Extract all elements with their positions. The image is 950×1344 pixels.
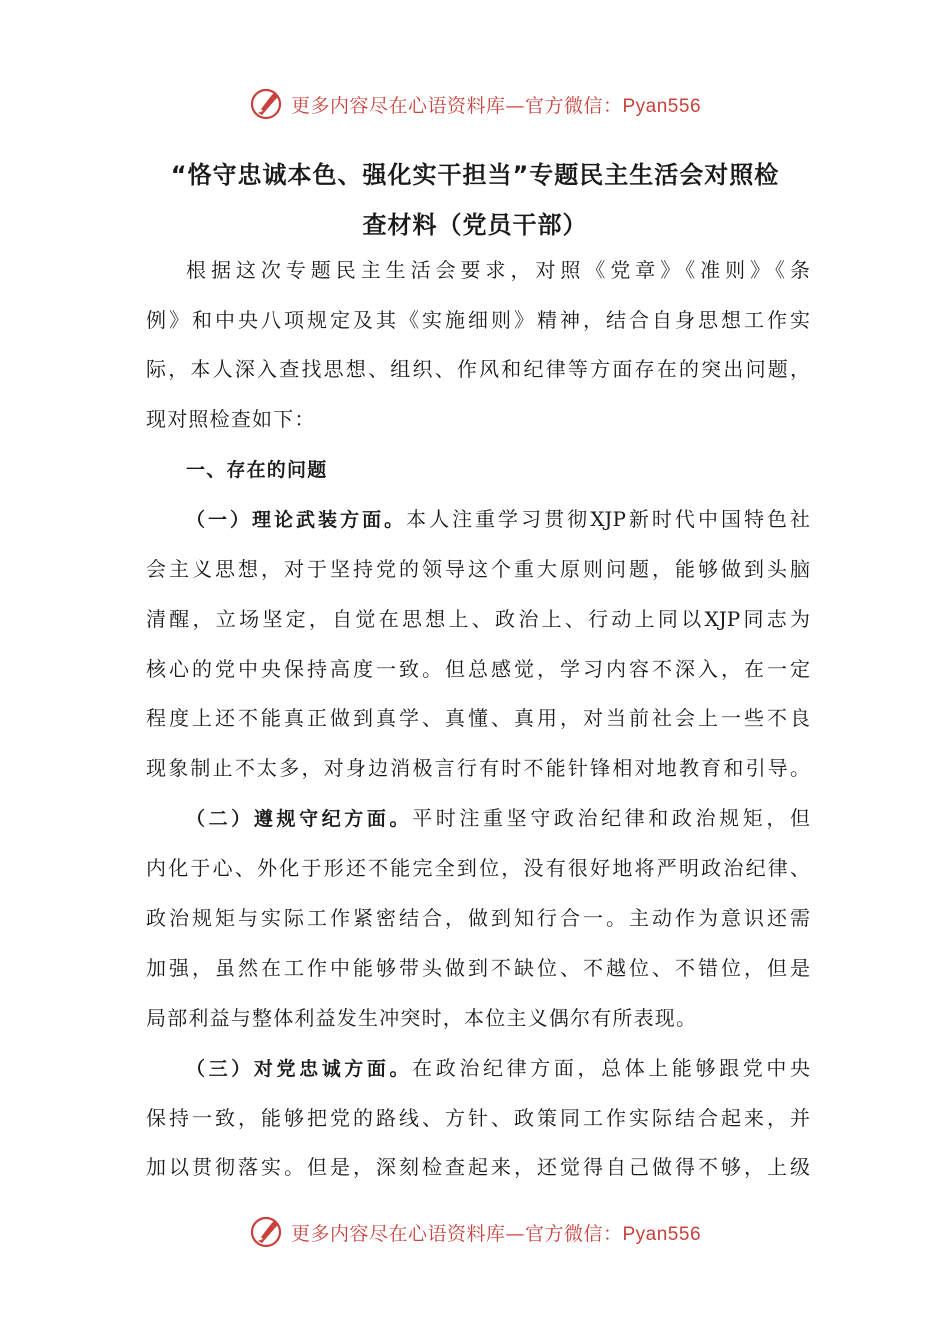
pen-nib-logo-icon [249, 1215, 283, 1249]
item2-line-4: 加强，虽然在工作中能够带头做到不缺位、不越位、不错位，但是 [146, 956, 810, 980]
item1-line-4: 核心的党中央保持高度一致。但总感觉，学习内容不深入，在一定 [146, 657, 810, 681]
item1-line-5: 程度上还不能真正做到真学、真懂、真用，对当前社会上一些不良 [146, 706, 810, 730]
document-title-line-2: 查材料（党员干部） [362, 211, 588, 239]
wechat-handle: Pyan556 [622, 1223, 702, 1245]
header-banner [0, 84, 950, 124]
item2-line-2: 内化于心、外化于形还不能完全到位，没有很好地将严明政治纪律、 [146, 856, 810, 880]
intro-line-4: 现对照检查如下： [146, 407, 316, 431]
banner-text: 更多内容尽在心语资料库—官方微信：Pyan556 [290, 1222, 702, 1245]
item3-lead: （三）对党忠诚方面。 [186, 1058, 413, 1080]
item2-line-3: 政治规矩与实际工作紧密结合，做到知行合一。主动作为意识还需 [146, 906, 810, 930]
wechat-handle: Pyan556 [622, 95, 702, 117]
intro-line-2: 例》和中央八项规定及其《实施细则》精神，结合自身思想工作实 [146, 308, 810, 332]
intro-line-3: 际，本人深入查找思想、组织、作风和纪律等方面存在的突出问题， [146, 357, 810, 381]
intro-line-1: 根据这次专题民主生活会要求，对照《党章》《准则》《条 [186, 258, 810, 282]
item2-first-line: （二）遵规守纪方面。平时注重坚守政治纪律和政治规矩，但 [186, 806, 810, 830]
section-heading: 一、存在的问题 [186, 459, 328, 481]
pen-nib-logo-icon [249, 87, 283, 121]
item1-line-6: 现象制止不太多，对身边消极言行有时不能针锋相对地教育和引导。 [146, 756, 810, 780]
item2-lead: （二）遵规守纪方面。 [186, 808, 413, 830]
item1-lead: （一）理论武装方面。 [186, 509, 407, 531]
item1-first-line: （一）理论武装方面。本人注重学习贯彻XJP新时代中国特色社 [186, 507, 810, 531]
banner-text: 更多内容尽在心语资料库—官方微信：Pyan556 [290, 94, 702, 117]
footer-banner [0, 1212, 950, 1252]
item2-line-5: 局部利益与整体利益发生冲突时，本位主义偶尔有所表现。 [146, 1006, 698, 1030]
item3-line-3: 加以贯彻落实。但是，深刻检查起来，还觉得自己做得不够，上级 [146, 1155, 810, 1179]
document-title-line-1: “恪守忠诚本色、强化实干担当”专题民主生活会对照检 [170, 161, 780, 189]
item1-line-3: 清醒，立场坚定，自觉在思想上、政治上、行动上同以XJP同志为 [146, 607, 810, 631]
item3-line-2: 保持一致，能够把党的路线、方针、政策同工作实际结合起来，并 [146, 1106, 810, 1130]
item3-first-line: （三）对党忠诚方面。在政治纪律方面，总体上能够跟党中央 [186, 1056, 810, 1080]
item1-line-2: 会主义思想，对于坚持党的领导这个重大原则问题，能够做到头脑 [146, 557, 810, 581]
